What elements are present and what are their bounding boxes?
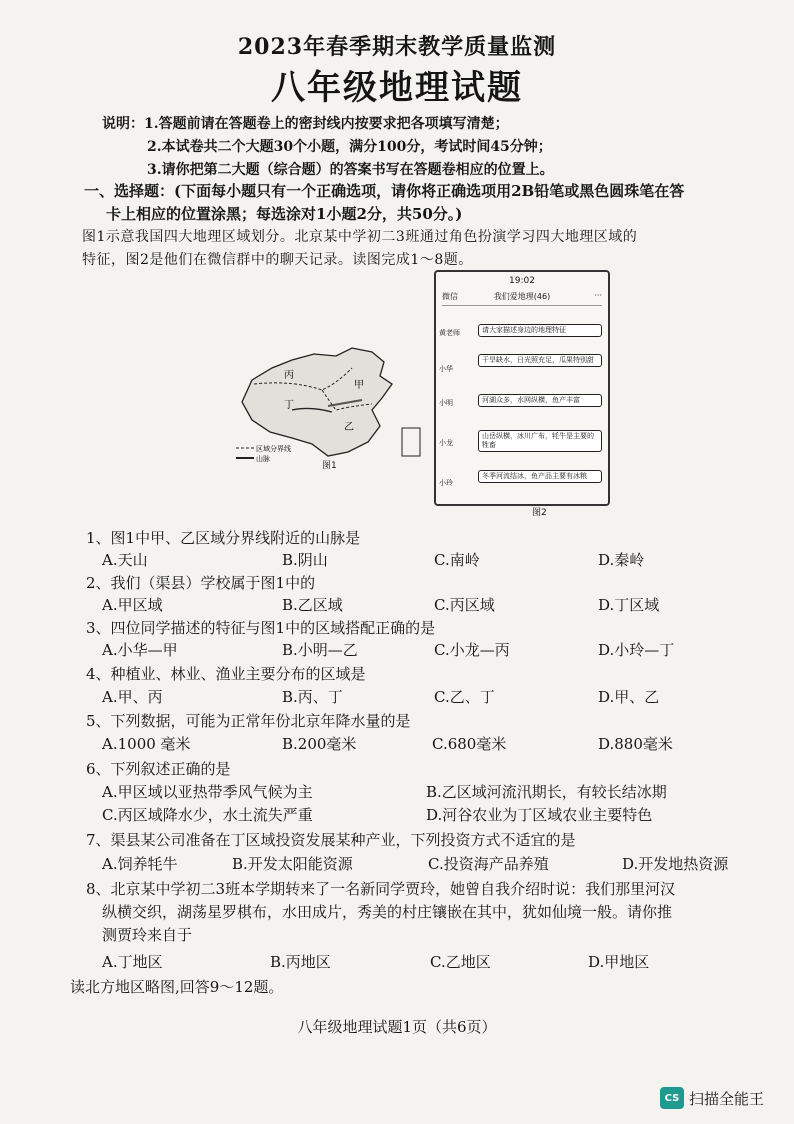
intro-line: 特征，图2是他们在微信群中的聊天记录。读图完成1～8题。 bbox=[82, 252, 473, 268]
question-7-stem: 7、渠县某公司准备在丁区域投资发展某种产业，下列投资方式不适宜的是 bbox=[86, 831, 576, 849]
page-footer: 八年级地理试题1页（共6页） bbox=[297, 1018, 497, 1036]
option: D.秦岭 bbox=[598, 551, 645, 569]
section-heading-line: 卡上相应的位置涂黑；每选涂对1小题2分，共50分。) bbox=[106, 205, 463, 223]
option: B.乙区域河流汛期长，有较长结冰期 bbox=[426, 783, 667, 801]
question-1-stem: 1、图1中甲、乙区域分界线附近的山脉是 bbox=[86, 529, 361, 547]
chat-sender: 黄老师 bbox=[439, 329, 460, 337]
chat-sender: 小玲 bbox=[439, 479, 453, 487]
option: A.甲、丙 bbox=[102, 688, 163, 706]
section-heading-line: 一、选择题：(下面每小题只有一个正确选项，请你将正确选项用2B铅笔或黑色圆珠笔在答 bbox=[84, 182, 685, 200]
option: D.小玲—丁 bbox=[598, 641, 675, 659]
exam-title: 2023年春季期末教学质量监测 bbox=[237, 34, 557, 60]
chat-bubble: 冬季河流结冰，鱼产品主要有冰粮 bbox=[478, 470, 602, 483]
option: C.丙区域降水少，水土流失严重 bbox=[102, 806, 313, 824]
instruction-item: 3.请你把第二大题（综合题）的答案书写在答题卷相应的位置上。 bbox=[147, 162, 554, 178]
map-label-jia: 甲 bbox=[354, 380, 364, 391]
stem-line: 测贾玲来自于 bbox=[102, 926, 193, 944]
instructions bbox=[102, 113, 554, 182]
camscanner-logo-icon: CS bbox=[660, 1087, 684, 1109]
option: A.天山 bbox=[102, 551, 148, 569]
option: A.甲区域 bbox=[102, 596, 163, 614]
option: A.1000 毫米 bbox=[102, 735, 191, 753]
chat-sender: 小龙 bbox=[439, 439, 453, 447]
chat-group-name: 我们爱地理(46) bbox=[493, 292, 551, 301]
chat-back: 微信 bbox=[442, 292, 458, 301]
question-5-stem: 5、下列数据，可能为正常年份北京年降水量的是 bbox=[86, 712, 411, 730]
chat-bubble: 山岳纵横，冰川广布，牦牛是主要的牲畜 bbox=[478, 430, 602, 452]
option: C.投资海产品养殖 bbox=[428, 855, 549, 873]
next-section-instruction: 读北方地区略图,回答9～12题。 bbox=[70, 978, 284, 996]
option: B.丙地区 bbox=[270, 953, 331, 971]
instruction-item: 1.答题前请在答题卷上的密封线内按要求把各项填写清楚； bbox=[144, 116, 509, 132]
map-label-yi: 乙 bbox=[344, 422, 354, 433]
option: A.甲区域以亚热带季风气候为主 bbox=[102, 783, 313, 801]
option: D.甲、乙 bbox=[598, 688, 660, 706]
chat-sender: 小明 bbox=[439, 399, 453, 407]
option: C.乙、丁 bbox=[434, 688, 495, 706]
chat-bubble: 请大家描述身边的地理特征 bbox=[478, 324, 602, 337]
chat-bubble: 河湖众多，水网纵横，鱼产丰富 bbox=[478, 394, 602, 407]
figure1-caption: 图1 bbox=[322, 461, 337, 471]
chat-sender: 小华 bbox=[439, 365, 453, 373]
figure1-china-map bbox=[232, 340, 432, 470]
intro-line: 图1示意我国四大地理区域划分。北京某中学初二3班通过角色扮演学习四大地理区域的 bbox=[82, 229, 638, 245]
question-4-stem: 4、种植业、林业、渔业主要分布的区域是 bbox=[86, 665, 366, 683]
option: D.甲地区 bbox=[588, 953, 650, 971]
option: D.丁区域 bbox=[598, 596, 660, 614]
option: D.开发地热资源 bbox=[622, 855, 729, 873]
scanner-watermark bbox=[660, 1087, 764, 1109]
option: A.小华—甲 bbox=[102, 641, 178, 659]
section-heading bbox=[84, 180, 774, 226]
question-intro bbox=[82, 226, 782, 272]
chat-header bbox=[442, 291, 602, 306]
figure2-caption: 图2 bbox=[532, 508, 547, 518]
stem-line: 8、北京某中学初二3班本学期转来了一名新同学贾玲，她曾自我介绍时说：我们那里河汉 bbox=[86, 880, 676, 898]
option: B.小明—乙 bbox=[282, 641, 358, 659]
scanner-watermark-text: 扫描全能王 bbox=[689, 1089, 765, 1108]
question-3-stem: 3、四位同学描述的特征与图1中的区域搭配正确的是 bbox=[86, 619, 436, 637]
stem-line: 纵横交织，湖荡星罗棋布，水田成片，秀美的村庄镶嵌在其中，犹如仙境一般。请你推 bbox=[102, 903, 673, 921]
legend-mountain: 山脉 bbox=[256, 455, 270, 463]
option: B.200毫米 bbox=[282, 735, 357, 753]
option: A.饲养牦牛 bbox=[102, 855, 178, 873]
option: B.阴山 bbox=[282, 551, 328, 569]
exam-subject-title: 八年级地理试题 bbox=[271, 68, 523, 108]
option: B.丙、丁 bbox=[282, 688, 343, 706]
option: C.丙区域 bbox=[434, 596, 495, 614]
map-label-ding: 丁 bbox=[284, 400, 294, 411]
option: C.680毫米 bbox=[432, 735, 507, 753]
option: A.丁地区 bbox=[102, 953, 163, 971]
option: B.乙区域 bbox=[282, 596, 343, 614]
instruction-item: 2.本试卷共二个大题30个小题，满分100分，考试时间45分钟； bbox=[147, 139, 552, 155]
question-6-stem: 6、下列叙述正确的是 bbox=[86, 760, 231, 778]
option: C.乙地区 bbox=[430, 953, 491, 971]
question-2-stem: 2、我们（渠县）学校属于图1中的 bbox=[86, 574, 316, 592]
question-8-stem bbox=[86, 878, 786, 947]
phone-time: 19:02 bbox=[509, 276, 535, 286]
more-icon: ··· bbox=[594, 291, 602, 300]
chat-bubble: 干旱缺水，日光照充足，瓜果特别甜 bbox=[478, 354, 602, 367]
option: C.南岭 bbox=[434, 551, 480, 569]
instructions-label: 说明： bbox=[102, 116, 144, 132]
legend-boundary: 区域分界线 bbox=[256, 445, 291, 453]
figure2-chat-screenshot bbox=[434, 270, 610, 506]
option: C.小龙—丙 bbox=[434, 641, 510, 659]
map-label-bing: 丙 bbox=[284, 370, 294, 381]
option: B.开发太阳能资源 bbox=[232, 855, 353, 873]
option: D.河谷农业为丁区域农业主要特色 bbox=[426, 806, 653, 824]
option: D.880毫米 bbox=[598, 735, 673, 753]
